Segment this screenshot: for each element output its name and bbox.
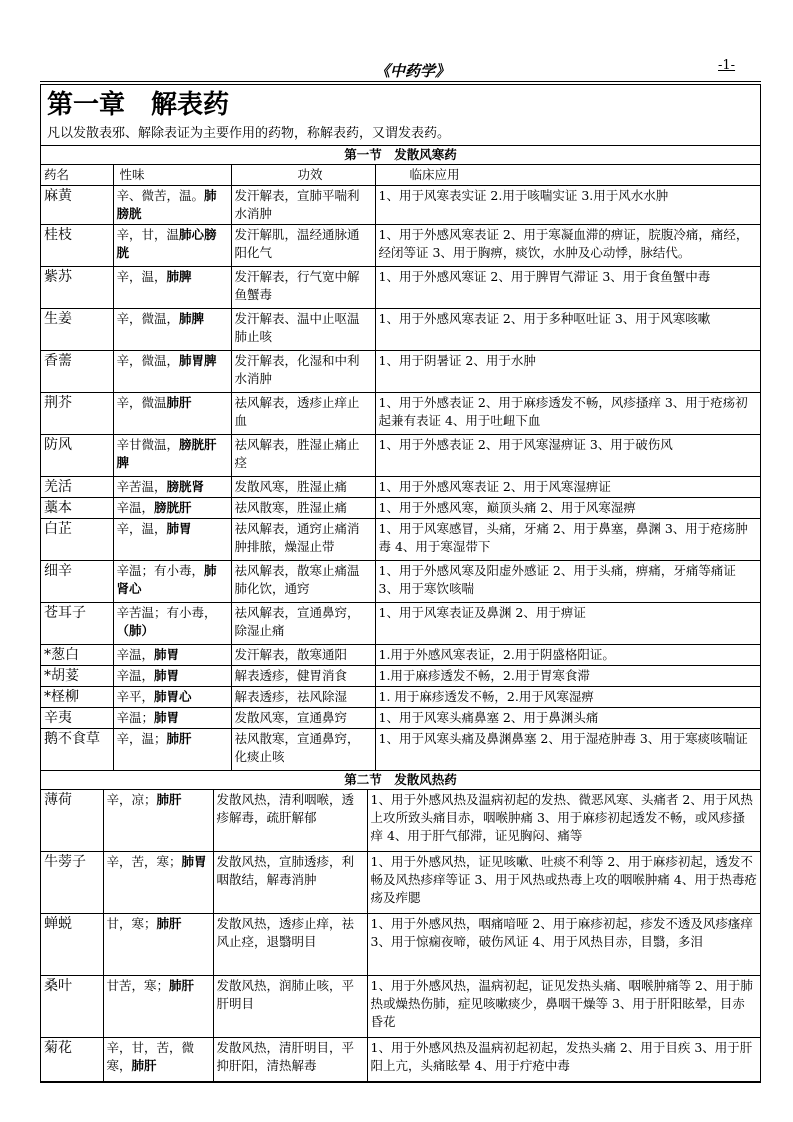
- herb-name: 白芷: [41, 519, 113, 561]
- herb-effect: 发汗解表，散寒通阳: [231, 645, 375, 666]
- herb-meridian: 肺肝: [156, 916, 182, 931]
- herb-usage: 1、用于外感表证 2、用于麻疹透发不畅，风疹搔痒 3、用于疮疡初起兼有表证 4、用于吐衄下血: [375, 393, 760, 435]
- herb-name: 藁本: [41, 498, 113, 519]
- herb-usage: 1.用于麻疹透发不畅，2.用于胃寒食滞: [375, 666, 760, 687]
- herb-name: 牛蒡子: [41, 852, 103, 914]
- herb-meridian: 肺肝: [156, 792, 182, 807]
- herb-effect: 祛风解表，散寒止痛温肺化饮，通窍: [231, 561, 375, 603]
- herb-usage: 1、用于风寒头痛及鼻渊鼻塞 2、用于湿疮肿毒 3、用于寒痰咳喘证: [375, 729, 760, 771]
- herb-taste: 辛平，: [116, 689, 155, 704]
- herb-taste: 辛，苦，寒；: [106, 854, 182, 869]
- herb-effect: 发散风寒，宣通鼻窍: [231, 708, 375, 729]
- herb-effect: 发散风热，透疹止痒，祛风止痉，退翳明目: [213, 914, 367, 976]
- content-frame: [40, 84, 761, 1083]
- col-header-taste: 性味: [113, 165, 231, 186]
- table-row: [41, 561, 760, 603]
- herb-meridian: 膀胱肾: [166, 479, 205, 494]
- herb-taste: 辛温，: [116, 500, 155, 515]
- table-row: [41, 186, 760, 225]
- herb-name: 紫苏: [41, 267, 113, 309]
- herb-meridian: 肺胃: [154, 668, 180, 683]
- herb-meridian: 肺脾: [166, 269, 192, 284]
- herb-name: 苍耳子: [41, 603, 113, 645]
- herb-meridian: 肺肝: [131, 1058, 157, 1073]
- herb-meridian: 肺胃心: [154, 689, 192, 704]
- herb-taste: 辛，微温，: [116, 311, 180, 326]
- herb-usage: 1、用于外感风寒证 2、用于脾胃气滞证 3、用于食鱼蟹中毒: [375, 267, 760, 309]
- herb-property: [113, 393, 231, 435]
- herb-property: [113, 561, 231, 603]
- herb-name: 麻黄: [41, 186, 113, 225]
- herb-name: 荆芥: [41, 393, 113, 435]
- herb-taste: 辛，微温: [116, 395, 167, 410]
- herb-meridian: 肺肝: [169, 978, 195, 993]
- herb-property: [113, 351, 231, 393]
- herb-usage: 1、用于外感风寒表证 2、用于风寒湿痹证: [375, 477, 760, 498]
- herb-name: *胡荽: [41, 666, 113, 687]
- table-row: [41, 852, 760, 914]
- herb-property: [113, 225, 231, 267]
- herb-property: [113, 687, 231, 708]
- herb-effect: 解表透疹，祛风除湿: [231, 687, 375, 708]
- herb-usage: 1、用于外感风热及温病初起的发热、微恶风寒、头痛者 2、用于风热上攻所致头痛目赤，咽喉肿痛 3、用于麻疹初起透发不畅，或风疹搔痒 4、用于肝气郁滞，证见胸闷、痛等: [367, 790, 760, 852]
- herb-usage: 1、用于外感风热，咽痛喑哑 2、用于麻疹初起，疹发不透及风疹瘙痒 3、用于惊痫夜啼，破伤风证 4、用于风热目赤，目翳，多泪: [367, 914, 760, 976]
- herb-property: [103, 976, 213, 1038]
- table-row: [41, 729, 760, 771]
- herb-effect: 发汗解表，行气宽中解鱼蟹毒: [231, 267, 375, 309]
- section-header: [41, 146, 760, 165]
- table-row: [41, 519, 760, 561]
- herb-name: 薄荷: [41, 790, 103, 852]
- herb-meridian: 肺胃: [154, 710, 180, 725]
- herb-meridian: 肺胃: [154, 647, 180, 662]
- col-header-effect: 功效: [231, 165, 375, 186]
- table-row: [41, 351, 760, 393]
- herb-property: [103, 914, 213, 976]
- herb-effect: 祛风解表，宣通鼻窍，除湿止痛: [231, 603, 375, 645]
- herb-taste: 甘苦，寒；: [106, 978, 170, 993]
- table-row: [41, 603, 760, 645]
- herb-meridian: 肺肝: [166, 395, 192, 410]
- column-header-row: [41, 165, 760, 186]
- herb-effect: 祛风解表，胜湿止痛止痉: [231, 435, 375, 477]
- herb-taste: 辛温，: [116, 647, 155, 662]
- herb-meridian: 肺胃: [181, 854, 207, 869]
- herb-usage: 1、用于阴暑证 2、用于水肿: [375, 351, 760, 393]
- herb-effect: 发汗解表、温中止呕温肺止咳: [231, 309, 375, 351]
- herb-taste: 辛，甘，温: [116, 227, 180, 242]
- herb-usage: 1、用于外感风热，温病初起，证见发热头痛、咽喉肿痛等 2、用于肺热或燥热伤肺，症见咳嗽痰少，鼻咽干燥等 3、用于肝阳眩晕，目赤昏花: [367, 976, 760, 1038]
- herb-property: [113, 267, 231, 309]
- table-row: [41, 477, 760, 498]
- herb-taste: 辛，温，: [116, 269, 167, 284]
- herb-name: *葱白: [41, 645, 113, 666]
- herb-meridian: 肺胃脾: [179, 353, 217, 368]
- table-row: [41, 435, 760, 477]
- chapter-title: 第一章 解表药: [47, 90, 230, 120]
- table-row: [41, 498, 760, 519]
- herb-meridian: 膀胱肝: [154, 500, 192, 515]
- table-row: [41, 1038, 760, 1082]
- herb-property: [113, 729, 231, 771]
- col-header-usage: 临床应用: [375, 165, 760, 186]
- herb-effect: 祛风散寒，宣通鼻窍，化痰止咳: [231, 729, 375, 771]
- table-row: [41, 790, 760, 852]
- herb-meridian: 肺脾: [179, 311, 205, 326]
- herb-name: 防风: [41, 435, 113, 477]
- herb-name: 鹅不食草: [41, 729, 113, 771]
- herb-property: [113, 186, 231, 225]
- page-number: -1-: [718, 58, 736, 73]
- herb-meridian: （肺）: [116, 623, 155, 638]
- herb-meridian: 肺膀胱: [116, 188, 217, 221]
- section2-table: [41, 771, 760, 1082]
- herb-taste: 辛，微温，: [116, 353, 180, 368]
- table-row: [41, 393, 760, 435]
- herb-property: [103, 1038, 213, 1082]
- herb-taste: 辛苦温；有小毒，: [116, 605, 217, 620]
- table-row: [41, 645, 760, 666]
- herb-meridian: 肺肝: [166, 731, 192, 746]
- herb-effect: 发汗解肌，温经通脉通阳化气: [231, 225, 375, 267]
- herb-usage: 1、用于风寒头痛鼻塞 2、用于鼻渊头痛: [375, 708, 760, 729]
- herb-taste: 辛温，: [116, 668, 155, 683]
- herb-meridian: 肺心膀胱: [116, 227, 217, 260]
- herb-usage: 1、用于风寒表证及鼻渊 2、用于痹证: [375, 603, 760, 645]
- herb-effect: 发散风寒，胜湿止痛: [231, 477, 375, 498]
- table-row: [41, 914, 760, 976]
- table-row: [41, 225, 760, 267]
- herb-usage: 1、用于外感风寒，巅顶头痛 2、用于风寒湿痹: [375, 498, 760, 519]
- section1-table: [41, 146, 760, 771]
- herb-usage: 1. 用于麻疹透发不畅，2.用于风寒湿痹: [375, 687, 760, 708]
- herb-property: [103, 790, 213, 852]
- herb-effect: 发散风热，清利咽喉，透疹解毒，疏肝解郁: [213, 790, 367, 852]
- herb-effect: 祛风散寒，胜湿止痛: [231, 498, 375, 519]
- herb-name: 生姜: [41, 309, 113, 351]
- herb-effect: 祛风解表，透疹止痒止血: [231, 393, 375, 435]
- table-row: [41, 976, 760, 1038]
- section-title: 第二节 发散风热药: [41, 771, 760, 790]
- herb-meridian: 膀胱肝脾: [116, 437, 217, 470]
- herb-property: [113, 477, 231, 498]
- herb-effect: 发散风热，清肝明目，平抑肝阳，清热解毒: [213, 1038, 367, 1082]
- section-title: 第一节 发散风寒药: [41, 146, 760, 165]
- herb-property: [113, 603, 231, 645]
- table-row: [41, 309, 760, 351]
- herb-name: 香薷: [41, 351, 113, 393]
- herb-taste: 甘，寒；: [106, 916, 157, 931]
- herb-effect: 发汗解表，宣肺平喘利水消肿: [231, 186, 375, 225]
- herb-taste: 辛，温，: [116, 521, 167, 536]
- table-row: [41, 687, 760, 708]
- herb-name: 蝉蜕: [41, 914, 103, 976]
- herb-taste: 辛，温；: [116, 731, 167, 746]
- herb-effect: 发汗解表，化湿和中利水消肿: [231, 351, 375, 393]
- herb-taste: 辛、微苦，温。: [116, 188, 205, 203]
- herb-taste: 辛温；有小毒，: [116, 563, 205, 578]
- herb-property: [103, 852, 213, 914]
- herb-usage: 1、用于外感风热及温病初起初起，发热头痛 2、用于目疾 3、用于肝阳上亢，头痛眩晕 4、用于疔疮中毒: [367, 1038, 760, 1082]
- section-header: [41, 771, 760, 790]
- herb-usage: 1、用于风寒感冒，头痛，牙痛 2、用于鼻塞，鼻渊 3、用于疮疡肿毒 4、用于寒湿带下: [375, 519, 760, 561]
- herb-taste: 辛，凉；: [106, 792, 157, 807]
- herb-name: 菊花: [41, 1038, 103, 1082]
- herb-property: [113, 309, 231, 351]
- herb-name: 羌活: [41, 477, 113, 498]
- table-row: [41, 267, 760, 309]
- header-rule: [40, 81, 761, 82]
- herb-usage: 1、用于外感表证 2、用于风寒湿痹证 3、用于破伤风: [375, 435, 760, 477]
- herb-effect: 发散风热，宣肺透疹，利咽散结，解毒消肿: [213, 852, 367, 914]
- herb-usage: 1.用于外感风寒表证，2.用于阴盛格阳证。: [375, 645, 760, 666]
- document-title: 《中药学》: [375, 62, 451, 80]
- col-header-name: 药名: [41, 165, 113, 186]
- herb-taste: 辛苦温，: [116, 479, 167, 494]
- herb-property: [113, 498, 231, 519]
- herb-effect: 发散风热，润肺止咳，平肝明目: [213, 976, 367, 1038]
- herb-property: [113, 435, 231, 477]
- herb-taste: 辛甘微温，: [116, 437, 180, 452]
- herb-taste: 辛，甘，苦，微寒，: [106, 1040, 195, 1073]
- herb-property: [113, 708, 231, 729]
- herb-usage: 1、用于外感风热，证见咳嗽、吐痰不利等 2、用于麻疹初起，透发不畅及风热疹痒等证 3、用于风热或热毒上攻的咽喉肿痛 4、用于热毒疮疡及痄腮: [367, 852, 760, 914]
- herb-meridian: 肺肾心: [116, 563, 217, 596]
- herb-usage: 1、用于外感风寒表证 2、用于多种呕吐证 3、用于风寒咳嗽: [375, 309, 760, 351]
- herb-name: 辛夷: [41, 708, 113, 729]
- herb-taste: 辛温；: [116, 710, 155, 725]
- chapter-intro: 凡以发散表邪、解除表证为主要作用的药物，称解表药，又谓发表药。: [41, 125, 760, 146]
- herb-name: 桂枝: [41, 225, 113, 267]
- herb-effect: 祛风解表，通窍止痛消肿排脓，燥湿止带: [231, 519, 375, 561]
- herb-meridian: 肺胃: [166, 521, 192, 536]
- herb-usage: 1、用于外感风寒表证 2、用于寒凝血滞的痹证，脘腹冷痛，痛经，经闭等证 3、用于胸痹，痰饮，水肿及心动悸，脉结代。: [375, 225, 760, 267]
- table-row: [41, 708, 760, 729]
- herb-property: [113, 666, 231, 687]
- herb-name: *柽柳: [41, 687, 113, 708]
- herb-property: [113, 519, 231, 561]
- herb-name: 细辛: [41, 561, 113, 603]
- herb-usage: 1、用于风寒表实证 2.用于咳喘实证 3.用于风水水肿: [375, 186, 760, 225]
- herb-effect: 解表透疹，健胃消食: [231, 666, 375, 687]
- herb-name: 桑叶: [41, 976, 103, 1038]
- herb-usage: 1、用于外感风寒及阳虚外感证 2、用于头痛，痹痛，牙痛等痛证 3、用于寒饮咳喘: [375, 561, 760, 603]
- herb-property: [113, 645, 231, 666]
- table-row: [41, 666, 760, 687]
